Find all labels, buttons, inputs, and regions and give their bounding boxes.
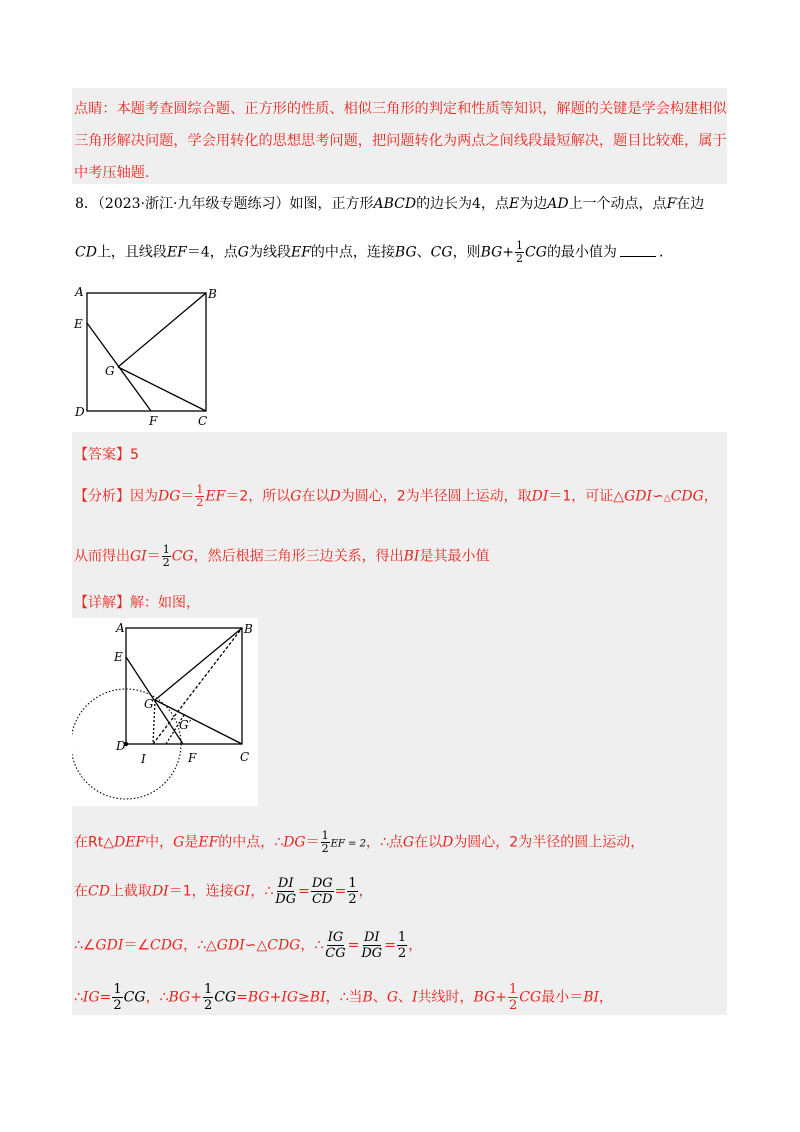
- segment-bg: [155, 628, 242, 700]
- var-ad: AD: [547, 196, 569, 212]
- numerator: DG: [311, 876, 333, 891]
- solution-text: 是: [184, 834, 199, 851]
- problem-text: 在边: [676, 196, 705, 212]
- var-abcd: ABCD: [373, 196, 417, 212]
- numerator: DI: [364, 930, 380, 945]
- numerator: 1: [113, 982, 122, 997]
- var-cdg: CDG: [670, 488, 704, 505]
- label-f: F: [188, 751, 197, 765]
- analysis-text: ＝1，可证△: [548, 488, 625, 505]
- var-gi: GI: [233, 883, 251, 900]
- analysis-text: ，: [703, 488, 718, 505]
- analysis-text: 从而得出: [74, 548, 130, 565]
- var-bg: BG: [168, 989, 191, 1006]
- denominator: 2: [321, 842, 329, 855]
- solution-text: 中，: [145, 834, 174, 851]
- figure-2-construction: [72, 618, 258, 806]
- solution-text: 在: [74, 883, 88, 900]
- denominator: 2: [397, 946, 407, 961]
- denominator: CD: [312, 892, 333, 907]
- fraction-half: [195, 484, 204, 509]
- fraction-half: [321, 830, 330, 855]
- label-b: B: [244, 622, 253, 636]
- analysis-text: 为圆心，2为半径圆上运动，取: [340, 488, 532, 505]
- label-b: B: [208, 287, 217, 301]
- analysis-text: ＝2，所以: [225, 488, 291, 505]
- detail-line: [74, 592, 200, 612]
- separator: 、: [398, 989, 413, 1006]
- numerator: 1: [203, 982, 213, 997]
- numerator: 1: [397, 930, 407, 945]
- equals: =: [236, 989, 248, 1006]
- problem-text: 为边: [519, 196, 548, 212]
- var-d: D: [329, 488, 341, 505]
- segment-bi-dashed: [153, 628, 242, 744]
- var-def: DEF: [113, 834, 146, 851]
- var-bg: BG: [473, 989, 496, 1006]
- label-i: I: [141, 752, 146, 766]
- fraction-half: [162, 544, 171, 569]
- var-cd: CD: [88, 883, 110, 900]
- numerator: 1: [196, 483, 204, 496]
- analysis-text: 在以: [301, 488, 330, 505]
- fraction-half: [508, 982, 518, 1013]
- var-cd: CD: [75, 244, 97, 261]
- problem-text: 的最小值为: [546, 244, 617, 261]
- label-e: E: [74, 317, 83, 331]
- var-ef: EF: [198, 834, 219, 851]
- solution-text: ，: [408, 937, 423, 954]
- label-g: G: [105, 364, 115, 378]
- label-g: G: [144, 697, 154, 711]
- solution-line-3: [74, 930, 422, 961]
- denominator: 2: [348, 892, 357, 907]
- numerator: 1: [162, 543, 170, 556]
- label-a: A: [116, 621, 125, 635]
- solution-text: 最小＝: [541, 989, 584, 1006]
- denominator: 2: [516, 252, 524, 265]
- var-cdg: CDG: [149, 937, 184, 954]
- square-abcd: [87, 293, 206, 411]
- fraction-half: [112, 982, 122, 1013]
- problem-line-2: [75, 240, 663, 265]
- numerator: 1: [321, 829, 329, 842]
- var-i: I: [412, 989, 418, 1006]
- detail-text: 解：如图，: [130, 595, 200, 611]
- figure-1-square: [70, 283, 220, 428]
- var-e: E: [508, 196, 520, 212]
- solution-text: ＝1，连接: [168, 883, 234, 900]
- analysis-tag: 【分析】: [74, 488, 130, 505]
- problem-text: 为线段: [248, 244, 291, 261]
- var-bi: BI: [583, 989, 600, 1006]
- answer-value: 5: [130, 447, 139, 463]
- var-f: F: [666, 196, 677, 212]
- solution-text: 上截取: [109, 883, 152, 900]
- solution-text: ∴: [74, 989, 83, 1006]
- equals: =: [298, 883, 310, 900]
- var-ig: IG: [82, 989, 100, 1006]
- equals: ＝: [180, 488, 195, 505]
- solution-text: ＝∠: [123, 937, 150, 954]
- solution-text: 共线时，: [417, 989, 474, 1006]
- label-c: C: [198, 414, 208, 428]
- var-cg: CG: [519, 989, 542, 1006]
- numerator: 1: [516, 239, 524, 252]
- var-gdi: GDI: [95, 937, 124, 954]
- triangle-sign: △: [663, 493, 671, 504]
- fraction-half: [515, 240, 524, 265]
- var-cdg: CDG: [267, 937, 301, 954]
- var-cg: CG: [430, 244, 453, 261]
- var-bi: BI: [403, 548, 420, 565]
- solution-text: 的中点，∴: [218, 834, 284, 851]
- solution-text: ，∴当: [325, 989, 363, 1006]
- problem-line-1: [75, 193, 704, 213]
- solution-text: 为圆心，2为半径的圆上运动，: [453, 834, 645, 851]
- var-bg: BG: [480, 244, 503, 261]
- solution-line-4: [74, 982, 613, 1013]
- var-ef: EF: [290, 244, 311, 261]
- plus-sign: +: [190, 989, 202, 1006]
- problem-text: 的边长为4，点: [416, 196, 509, 212]
- var-di: DI: [151, 883, 169, 900]
- equals: ＝: [146, 548, 161, 565]
- problem-source: （2023·浙江·九年级专题练习）: [97, 196, 290, 212]
- fraction-di-dg: [360, 930, 383, 961]
- var-g: G: [386, 989, 399, 1006]
- numerator: IG: [327, 930, 344, 945]
- segment-bg: [118, 293, 206, 367]
- denominator: 2: [196, 496, 204, 509]
- fraction-half: [347, 876, 357, 907]
- var-cg: CG: [525, 244, 547, 261]
- var-cg: CG: [214, 989, 237, 1006]
- equals: =: [384, 937, 396, 954]
- var-g: G: [237, 244, 249, 261]
- expr-bg-ig-bi: BG+IG≥BI: [247, 989, 326, 1006]
- problem-text: 的中点，连接: [310, 244, 395, 261]
- solution-text: ∴∠: [74, 937, 96, 954]
- var-d: D: [442, 834, 454, 851]
- similar-sign: ∽: [652, 488, 664, 505]
- answer-blank: [620, 244, 656, 257]
- denominator: DG: [361, 946, 383, 961]
- problem-number: 8．: [75, 196, 98, 212]
- var-di: DI: [531, 488, 549, 505]
- segment-cg: [118, 367, 206, 411]
- problem-text: 上一个动点，点: [568, 196, 667, 212]
- fraction-dg-cd: [311, 876, 334, 907]
- solution-line-1: [74, 830, 644, 855]
- expr-ef-eq-2: EF = 2: [330, 838, 366, 850]
- comment-line-2: 三角形解决问题，学会用转化的思想思考问题，把问题转化为两点之间线段最短解决，题目比较难，属于: [74, 133, 727, 149]
- var-gdi: GDI: [624, 488, 653, 505]
- var-g: G: [402, 834, 415, 851]
- label-e: E: [114, 650, 123, 664]
- var-g: G: [290, 488, 302, 505]
- equals: =: [347, 937, 360, 954]
- analysis-text: ，然后根据三角形三边关系，得出: [193, 548, 404, 565]
- comment-line-1: 点睛：本题考查圆综合题、正方形的性质、相似三角形的判定和性质等知识，解题的关键是学会构建相似: [74, 101, 727, 117]
- similar-sign: ∽△: [244, 937, 268, 954]
- period: .: [658, 244, 664, 261]
- denominator: 2: [509, 998, 518, 1013]
- solution-block: [72, 432, 727, 1015]
- analysis-line-2: [74, 544, 489, 569]
- var-gi: GI: [130, 548, 147, 565]
- var-dg: DG: [283, 834, 306, 851]
- label-d: D: [116, 739, 126, 753]
- problem-text: ，则: [452, 244, 481, 261]
- solution-text: ，∴点: [365, 834, 403, 851]
- analysis-line-1: [74, 484, 718, 509]
- fraction-ig-cg: [324, 930, 346, 961]
- comment-line-3: 中考压轴题.: [74, 165, 150, 181]
- denominator: 2: [203, 998, 213, 1013]
- fraction-half: [397, 930, 407, 961]
- problem-text: ＝4，点: [186, 244, 238, 261]
- fraction-di-dg: [274, 876, 297, 907]
- solution-text: ，∴: [145, 989, 169, 1006]
- analysis-text: 因为: [130, 488, 158, 505]
- fraction-half: [203, 982, 213, 1013]
- plus-sign: +: [495, 989, 508, 1006]
- var-cg: CG: [123, 989, 146, 1006]
- analysis-text: 是其最小值: [419, 548, 490, 565]
- label-g-prime: G′: [179, 718, 192, 732]
- var-ef: EF: [166, 244, 187, 261]
- solution-text: 在以: [414, 834, 443, 851]
- answer-tag: 【答案】: [74, 447, 130, 463]
- solution-text: ，: [358, 883, 373, 900]
- plus-sign: +: [502, 244, 515, 261]
- var-dg: DG: [158, 488, 181, 505]
- label-f: F: [149, 414, 158, 428]
- denominator: 2: [162, 556, 170, 569]
- label-c: C: [240, 750, 250, 764]
- equals: =: [99, 989, 112, 1006]
- solution-text: ，∴: [300, 937, 324, 954]
- var-cg: CG: [171, 548, 194, 565]
- solution-text: 在Rt△: [74, 834, 114, 851]
- label-d: D: [75, 405, 85, 419]
- denominator: DG: [275, 892, 297, 907]
- detail-tag: 【详解】: [74, 595, 130, 611]
- var-ef: EF: [205, 488, 226, 505]
- denominator: 2: [113, 998, 122, 1013]
- numerator: DI: [277, 876, 294, 891]
- figure-2-panel: [72, 618, 258, 806]
- solution-text: ，∴: [250, 883, 274, 900]
- var-g: G: [173, 834, 185, 851]
- numerator: 1: [509, 982, 518, 997]
- var-gdi: GDI: [216, 937, 245, 954]
- solution-line-2: [74, 876, 373, 907]
- solution-text: ，: [599, 989, 614, 1006]
- numerator: 1: [348, 876, 357, 891]
- answer-line: [74, 444, 139, 464]
- problem-text: 如图，正方形: [289, 196, 374, 212]
- var-bg: BG: [394, 244, 417, 261]
- separator: 、: [416, 244, 431, 261]
- solution-text: ，∴△: [183, 937, 217, 954]
- var-b: B: [362, 989, 373, 1006]
- comment-block: [72, 88, 727, 184]
- denominator: CG: [325, 946, 346, 961]
- problem-text: 上，且线段: [96, 244, 167, 261]
- equals: =: [334, 883, 347, 900]
- label-a: A: [75, 285, 84, 299]
- separator: 、: [372, 989, 387, 1006]
- equals: ＝: [305, 834, 320, 851]
